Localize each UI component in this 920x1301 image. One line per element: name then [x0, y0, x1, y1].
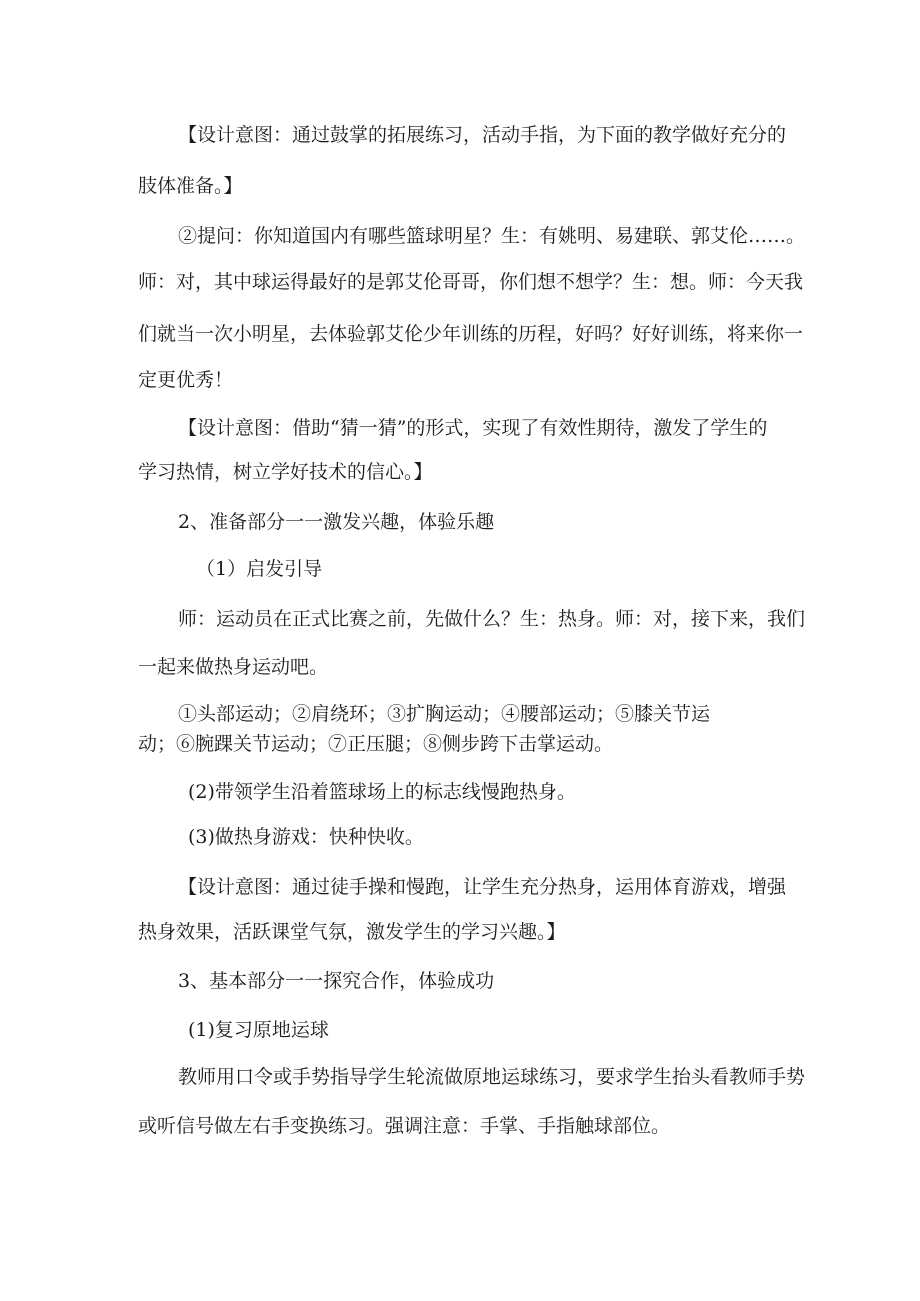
warmup-list-line-2: 动；⑥腕踝关节运动；⑦正压腿；⑧侧步跨下击掌运动。	[138, 733, 614, 755]
teacher-dialog-line-2: 一起来做热身运动吧。	[138, 656, 329, 678]
section-heading-3: 3、基本部分一一探究合作，体验成功	[178, 970, 495, 992]
question-line-4: 定更优秀！	[138, 369, 234, 391]
subheading-1: （1）启发引导	[196, 558, 323, 580]
question-line-2: 师：对，其中球运得最好的是郭艾伦哥哥，你们想不想学？生：想。师：今天我	[138, 271, 804, 293]
design-intent-2-line-2: 学习热情，树立学好技术的信心。】	[138, 461, 433, 483]
design-intent-2-line-1: 【设计意图：借助“猜一猜”的形式，实现了有效性期待，激发了学生的	[178, 417, 768, 439]
section-heading-2: 2、准备部分一一激发兴趣，体验乐趣	[178, 511, 495, 533]
teacher-dialog-line-1: 师：运动员在正式比赛之前，先做什么？生：热身。师：对，接下来，我们	[178, 608, 806, 630]
warmup-list-line-1: ①头部运动；②肩绕环；③扩胸运动；④腰部运动；⑤膝关节运	[178, 703, 711, 725]
teacher-guidance-line-2: 或听信号做左右手变换练习。强调注意：手掌、手指触球部位。	[138, 1115, 671, 1137]
design-intent-3-line-1: 【设计意图：通过徒手操和慢跑，让学生充分热身，运用体育游戏，增强	[178, 876, 787, 898]
teacher-guidance-line-1: 教师用口令或手势指导学生轮流做原地运球练习，要求学生抬头看教师手势	[178, 1066, 806, 1088]
subheading-3: (3)做热身游戏：快种快收。	[188, 826, 424, 848]
subheading-4: (1)复习原地运球	[188, 1019, 329, 1041]
design-intent-3-line-2: 热身效果，活跃课堂气氛，激发学生的学习兴趣。】	[138, 921, 566, 943]
question-line-1: ②提问：你知道国内有哪些篮球明星？生：有姚明、易建联、郭艾伦……。	[178, 225, 806, 247]
design-intent-1-line-2: 肢体准备。】	[138, 175, 243, 197]
design-intent-1-line-1: 【设计意图：通过鼓掌的拓展练习，活动手指，为下面的教学做好充分的	[178, 124, 787, 146]
question-line-3: 们就当一次小明星，去体验郭艾伦少年训练的历程，好吗？好好训练，将来你一	[138, 323, 804, 345]
subheading-2: (2)带领学生沿着篮球场上的标志线慢跑热身。	[188, 781, 576, 803]
